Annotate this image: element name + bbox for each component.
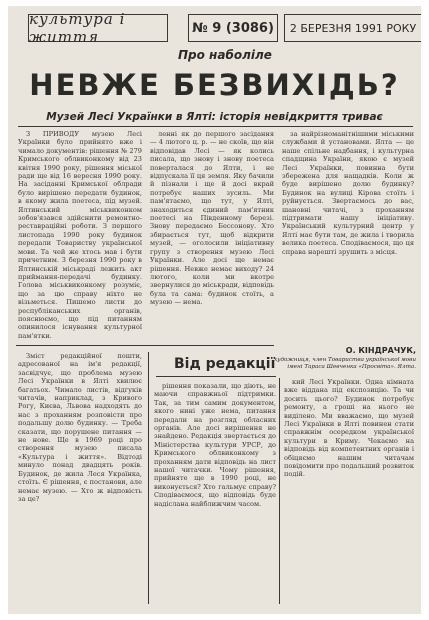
article-column-2 [150, 130, 274, 348]
divider [16, 345, 274, 346]
signature-role: художниця, член Товариства української мови імені Тараса Шевченка «Просвіта». Ялта. [274, 357, 416, 370]
article-paragraph: за найрізноманітнішими міськими службами й установами. Ялта — це наше спільне надбання, і культурна спадщина України, якою є музей Лесі Українки, повинна бути збережена для нащадків. Коли ж буде вирішено долю будинку? Будинок на вулиці Кірова стоїть і руйнується. Звертаємось до вас, шановні читачі, з проханням підтримати нашу ініціативу. Український культурний центр у Ялті має бути там, де жила і творила велика поетеса. Сподіваємося, що ця справа нарешті зрушить з місця. [282, 130, 414, 256]
issue-date: 2 БЕРЕЗНЯ 1991 РОКУ [284, 14, 421, 42]
article-column-1 [18, 130, 142, 348]
section-title: культура і життя [28, 14, 168, 42]
masthead-strip [8, 10, 421, 46]
editorial-paragraph: кий Лесі Українки. Одна кімната вже віддана під експозицію. Та чи досить цього? Будинок потребує ремонту, а гроші на нього не виділено. Ми вважаємо, що музей Лесі Українки в Ялті повинен стати справжнім осередком української культури в Криму. Чекаємо на відповідь від компетентних органів і обіцяємо нашим читачам повідомити про подальший розвиток подій. [284, 378, 414, 479]
editorial-column-2 [154, 382, 276, 604]
column-divider [279, 378, 280, 604]
editorial-paragraph: рішення показали, що діють, не маючи справжньої підтримки. Так, за тим самим документом, якого нині уже нема, питання передали на розгляд обласних органів. Але досі вирішення не знайдено. Редакція звертається до Міністерства культури УРСР, до Кримського облвиконкому з проханням дати відповідь на лист нашої читачки. Чому рішення, прийняте ще в 1990 році, не виконується? Хто гальмує справу? Сподіваємося, що відповідь буде надіслана найближчим часом. [154, 382, 276, 508]
editorial-title: Від редакції [174, 356, 276, 372]
editorial-paragraph: Зміст редакційної пошти, адресованої на ім'я редакції, засвідчує, що проблема музею Лесі Українки в Ялті хвилює багатьох. Чимало листів, відгуків читачів, наприклад, з Кривого Рогу, Києва, Львова надходять до нас з проханням розповісти про подальшу долю будинку. — Треба сказати, що порушене питання — не нове. Ще в 1969 році про створення музею писала «Культура і життя». Відтоді минуло понад двадцять років. Будинок, де жила Леся Українка, стоїть. Є рішення, є постанови, але немає музею. — Хто ж відповість за це? [18, 352, 142, 503]
column-divider [148, 352, 149, 604]
editorial-column-3 [284, 378, 414, 604]
article-paragraph: ленні як до першого засідання — 4 лютого ц. р. — не скоїв, що він відповідав Лесі — як колись писала, що знову і знову поетеса поверталася до Ялти, і не відпускала її ця земля. Яку бачили й пізнали і ще й досі вкрай потребує наших зусиль. Ми пам'ятаємо, що тут, у Ялті, знаходиться єдиний пам'ятник поетесі на Південному березі. Знову передаємо Бессонову. Хто збирається тут, щоб відкрити музей, — оголосили ініціативну групу з створення музею Лесі Українки. Але досі ще немає рішення. Невже немає виходу? 24 лютого, коли ми вкотре звернулися до міськради, відповідь була та сама: будинок стоїть, а музею — нема. [150, 130, 274, 307]
article-column-3 [282, 130, 414, 342]
rubric-label: Про наболіле [178, 48, 272, 62]
signature-name: О. КІНДРАЧУК, [345, 346, 416, 355]
editorial-column-1 [18, 352, 142, 604]
issue-number: № 9 (3086) [188, 14, 278, 42]
subheadline: Музей Лесі Українки в Ялті: історія невідкриття триває [46, 111, 383, 123]
newspaper-page [8, 6, 421, 614]
divider [18, 126, 413, 127]
headline: НЕВЖЕ БЕЗВИХІДЬ? [29, 68, 400, 102]
article-paragraph: З ПРИВОДУ музею Лесі Українки було прийнято вже і чимало документів: рішення № 279 Кримського облвиконкому від 23 квітня 1990 року, рішення міської ради ще від 16 вересня 1990 року. На засіданні Кримської облради було вирішено передати будинок, в якому жила поетеса, під музей. Ялтинський міськвиконком зобов'язався здійснити ремонтно-реставраційні роботи. З першого листопада 1990 року будинок передали Товариству української мови. Та чей же хтось мав і бути причетним. З березня 1990 року в Ялтинській міськраді лежить акт приймання-передачі будинку. Голова міськвиконкому розуміє, що за цю справу ніхто не візьметься. Пишемо листи до республіканських органів, пояснюємо, що під питанням опинилося існування культурної пам'ятки. [18, 130, 142, 340]
divider [156, 376, 276, 377]
